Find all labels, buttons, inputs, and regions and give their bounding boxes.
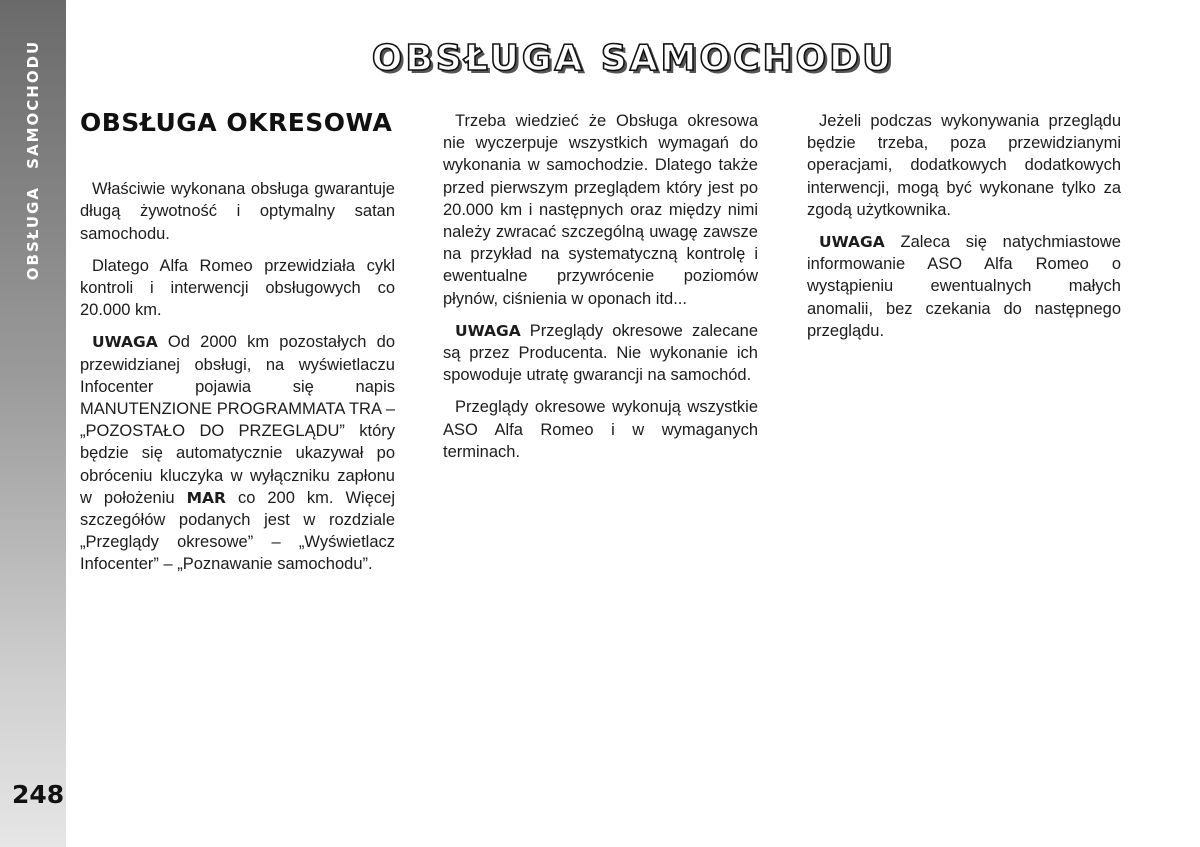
warning-text: Zaleca się natychmiastowe informowanie ASO Alfa Romeo o wystąpieniu ewentualnych małych anomalii, bez czekania do następnego przeglądu. xyxy=(807,233,1121,340)
warning-paragraph xyxy=(807,231,1121,342)
warning-text: Od 2000 km pozostałych do przewidzianej obsługi, na wyświetlaczu Infocenter pojawia się napis MANUTENZIONE PROGRAMMATA TRA – „POZOSTAŁO DO PRZEGLĄDU” który będzie się automatycznie ukazywał po obróceniu kluczyka w wyłączniku zapłonu w położeniu xyxy=(80,333,395,507)
key-position-label: MAR xyxy=(186,488,226,507)
warning-paragraph xyxy=(443,320,758,387)
warning-label: UWAGA xyxy=(819,233,885,252)
warning-label: UWAGA xyxy=(92,333,158,352)
text-column-1 xyxy=(80,110,395,586)
warning-paragraph xyxy=(80,331,395,575)
text-column-3 xyxy=(807,110,1121,352)
page-title: OBSŁUGA SAMOCHODU xyxy=(371,38,895,79)
warning-label: UWAGA xyxy=(455,321,521,340)
warning-text: Przeglądy okresowe zalecane są przez Producenta. Nie wykonanie ich spowoduje utratę gwarancji na samochód. xyxy=(443,321,758,385)
paragraph: Przeglądy okresowe wykonują wszystkie ASO Alfa Romeo i w wymaganych terminach. xyxy=(443,398,758,461)
side-tab-label: OBSŁUGA SAMOCHODU xyxy=(24,39,42,281)
warning-text-continued: co 200 km. Więcej szczegółów podanych jest w rozdziale „Przeglądy okresowe” – „Wyświetlacz Infocenter” – „Poznawanie samochodu”. xyxy=(80,488,395,574)
section-heading: OBSŁUGA OKRESOWA xyxy=(80,108,393,137)
side-tab xyxy=(0,0,66,847)
paragraph: Jeżeli podczas wykonywania przeglądu będzie trzeba, poza przewidzianymi operacjami, dodatkowych dodatkowych interwencji, mogą być wykonane tylko za zgodą użytkownika. xyxy=(807,112,1121,219)
page-number: 248 xyxy=(12,780,65,809)
paragraph: Dlatego Alfa Romeo przewidziała cykl kontroli i interwencji obsługowych co 20.000 km. xyxy=(80,256,395,320)
paragraph: Trzeba wiedzieć że Obsługa okresowa nie wyczerpuje wszystkich wymagań do wykonania w samochodzie. Dlatego także przed pierwszym przeglądem który jest po 20.000 km i następnych oraz między nimi należy zwracać szczególną uwagę zawsze na przykład na systematyczną kontrolę i ewentualne przywrócenie poziomów płynów, ciśnienia w oponach itd... xyxy=(443,112,758,308)
paragraph: Właściwie wykonana obsługa gwarantuje długą żywotność i optymalny satan samochodu. xyxy=(80,180,395,243)
text-column-2 xyxy=(443,110,758,473)
